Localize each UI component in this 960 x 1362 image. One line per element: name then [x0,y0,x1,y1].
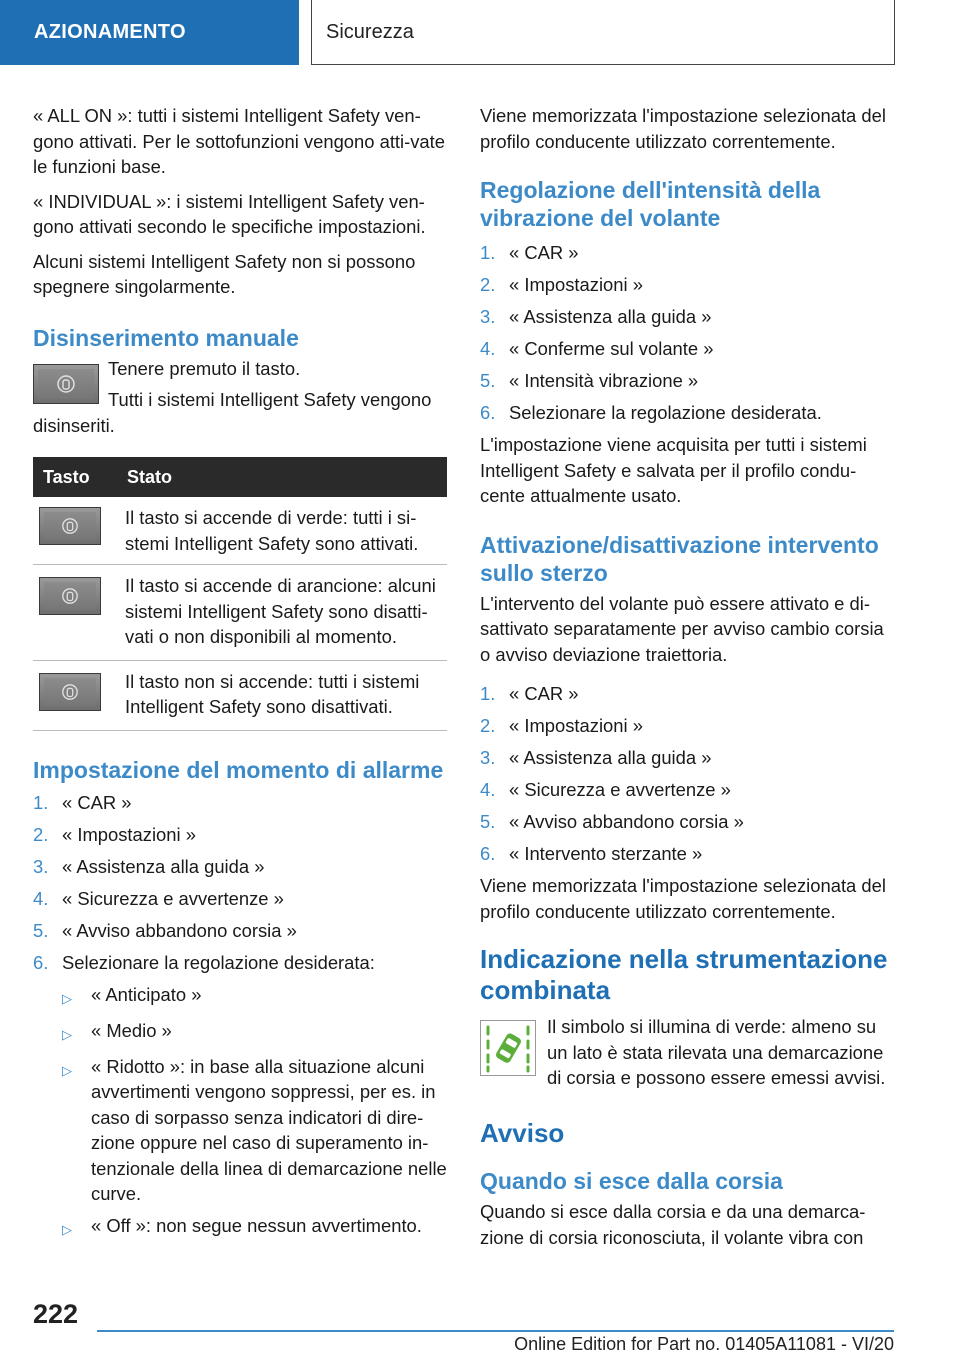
steering-heading: Attivazione/disattivazione intervento sullo sterzo [480,531,879,586]
left-column [33,103,447,1249]
table-cell: Il tasto non si accende: tutti i sistemi Intelligent Safety sono disattivati. [117,660,447,730]
alarm-heading: Impostazione del momento di allarme [33,756,444,783]
list-item: 2. « Impostazioni » [480,715,643,736]
footer-edition: Online Edition for Part no. 01405A11081 - VI/20 [514,1334,894,1354]
section-tab [0,0,299,65]
list-item: 1. « CAR » [480,683,579,704]
list-item: 4. « Sicurezza e avvertenze » [33,887,284,909]
triangle-bullet-icon: ▷ [62,1026,72,1042]
leave-lane-heading: Quando si esce dalla corsia [480,1168,783,1194]
table-row [33,497,447,565]
page-number: 222 [33,1299,79,1329]
paragraph: L'intervento del volante può essere attivato e di-sattivato separatamente per avviso cambio corsia o avviso deviazione traiettoria. [480,592,884,665]
paragraph: Quando si esce dalla corsia e da una demarca-zione di corsia riconosciuta, il volante vibra con [480,1201,866,1248]
table-col-header: Stato [117,457,447,497]
vibration-heading: Regolazione dell'intensità della vibrazione del volante [480,177,821,231]
footer-rule [97,1330,894,1332]
list-item: 4. « Sicurezza e avvertenze » [480,779,731,800]
intro-paragraph: Alcuni sistemi Intelligent Safety non si possono spegnere singolarmente. [33,250,416,297]
table-cell: Il tasto si accende di verde: tutti i si-stemi Intelligent Safety sono attivati. [117,497,447,565]
list-item: 3. « Assistenza alla guida » [480,747,712,768]
list-item: 5. « Avviso abbandono corsia » [33,919,297,941]
lane-assist-green-icon [480,1020,536,1076]
table-col-header: Tasto [33,457,117,497]
triangle-bullet-icon: ▷ [62,990,72,1006]
manual-heading: Disinserimento manuale [33,324,299,351]
alarm-steps [33,790,447,976]
safety-button-icon [33,364,99,404]
manual-text: Tutti i sistemi Intelligent Safety vengono disinseriti. [33,389,432,436]
warning-heading: Avviso [480,1118,565,1148]
table-row [33,565,447,661]
table-header [33,457,447,497]
list-item: 2. « Impostazioni » [33,823,196,845]
steering-steps [480,681,896,867]
triangle-bullet-icon: ▷ [62,1062,72,1078]
list-item: ▷ « Ridotto »: in base alla situazione alcuni avvertimenti vengono soppressi, per es. in caso di sorpasso senza indicatori di dire-zione oppure nel caso di superamento in-tenzionale della linea di demarcazione nelle curve. [62,1054,447,1207]
list-item: 6. « Intervento sterzante » [480,843,703,864]
list-item: 5. « Intensità vibrazione » [480,370,699,391]
list-item: 1. « CAR » [480,242,579,263]
paragraph: Viene memorizzata l'impostazione selezionata del profilo conducente utilizzato correntemente. [480,875,886,922]
display-heading: Indicazione nella strumentazione combinata [480,944,888,1005]
list-item: 6. Selezionare la regolazione desiderata. [480,402,822,423]
list-item: 3. « Assistenza alla guida » [33,855,265,877]
alarm-options [33,982,447,1243]
display-text: Il simbolo si illumina di verde: almeno su un lato è stata rilevata una demarcazione di corsia e possono essere emessi avvisi. [547,1016,886,1088]
right-column [480,103,896,1259]
table-row [33,660,447,730]
list-item: ▷ « Off »: non segue nessun avvertimento. [62,1213,447,1243]
manual-text: Tenere premuto il tasto. [108,357,301,379]
list-item: 2. « Impostazioni » [480,274,643,295]
triangle-bullet-icon: ▷ [62,1222,72,1237]
vibration-steps [480,240,896,426]
list-item: ▷ « Medio » [62,1018,447,1048]
intro-paragraph: « INDIVIDUAL »: i sistemi Intelligent Safety ven-gono attivati secondo le specifiche impostazioni. [33,190,426,237]
paragraph: L'impostazione viene acquisita per tutti i sistemi Intelligent Safety e salvata per il profilo condu-cente attualmente usato. [480,434,867,506]
display-block [480,1014,896,1094]
paragraph: Viene memorizzata l'impostazione selezionata del profilo conducente utilizzato correntemente. [480,105,886,152]
list-item: 4. « Conferme sul volante » [480,338,714,359]
list-item: ▷ « Anticipato » [62,982,447,1012]
list-item: 3. « Assistenza alla guida » [480,306,712,327]
chapter-title: Sicurezza [326,20,414,43]
chapter-tab [311,0,895,65]
button-green-icon [39,507,101,545]
list-item: 6. Selezionare la regolazione desiderata: [33,951,375,973]
manual-block [33,356,447,439]
table-cell: Il tasto si accende di arancione: alcuni sistemi Intelligent Safety sono disatti-vati o non disponibili al momento. [117,565,447,661]
button-off-icon [39,673,101,711]
button-orange-icon [39,577,101,615]
intro-paragraph: « ALL ON »: tutti i sistemi Intelligent Safety ven-gono attivati. Per le sottofunzioni vengono atti-vate le funzioni base. [33,105,446,177]
status-table [33,457,447,731]
section-title: AZIONAMENTO [34,21,186,43]
list-item: 5. « Avviso abbandono corsia » [480,811,744,832]
list-item: 1. « CAR » [33,791,132,813]
